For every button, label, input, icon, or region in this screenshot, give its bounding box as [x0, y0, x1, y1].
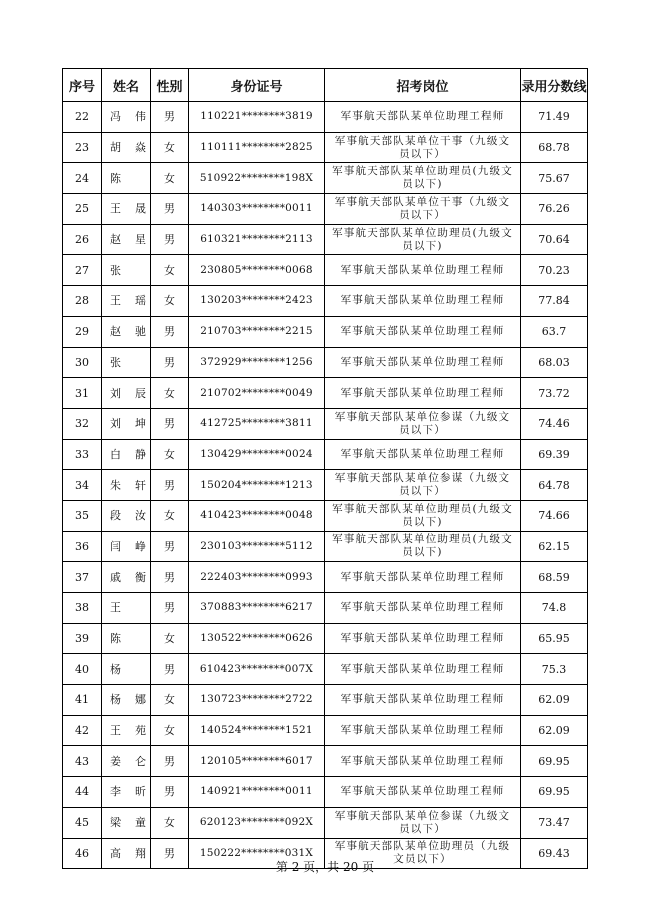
cell-name: 王晟	[102, 194, 151, 225]
cell-gender: 女	[151, 623, 189, 654]
cell-gender: 男	[151, 102, 189, 133]
cell-position: 军事航天部队某单位助理工程师	[325, 347, 521, 378]
cell-name: 赵星	[102, 224, 151, 255]
cell-score: 75.3	[521, 654, 588, 685]
cell-position: 军事航天部队某单位助理工程师	[325, 777, 521, 808]
cell-score: 62.09	[521, 685, 588, 716]
cell-score: 64.78	[521, 470, 588, 501]
table-row	[63, 102, 588, 133]
cell-gender: 男	[151, 746, 189, 777]
cell-score: 74.66	[521, 500, 588, 531]
cell-score: 71.49	[521, 102, 588, 133]
cell-score: 68.59	[521, 562, 588, 593]
cell-name: 戚衡	[102, 562, 151, 593]
cell-name: 胡焱	[102, 132, 151, 163]
table-row	[63, 408, 588, 439]
table-row	[63, 623, 588, 654]
cell-id-number: 130429********0024	[189, 439, 325, 470]
cell-serial-number: 43	[63, 746, 102, 777]
recruitment-results-table	[62, 68, 588, 869]
table-row	[63, 470, 588, 501]
cell-name: 杨娜	[102, 685, 151, 716]
cell-id-number: 130203********2423	[189, 286, 325, 317]
cell-serial-number: 36	[63, 531, 102, 562]
cell-gender: 男	[151, 593, 189, 624]
results-sheet	[62, 68, 587, 869]
cell-name: 段汝	[102, 500, 151, 531]
cell-position: 军事航天部队某单位干事（九级文员以下）	[325, 132, 521, 163]
cell-position: 军事航天部队某单位参谋（九级文员以下）	[325, 470, 521, 501]
cell-gender: 女	[151, 500, 189, 531]
cell-score: 63.7	[521, 316, 588, 347]
cell-gender: 男	[151, 654, 189, 685]
cell-serial-number: 30	[63, 347, 102, 378]
cell-score: 73.47	[521, 807, 588, 838]
cell-score: 70.23	[521, 255, 588, 286]
header-serial-number: 序号	[63, 69, 102, 102]
cell-id-number: 130522********0626	[189, 623, 325, 654]
cell-id-number: 370883********6217	[189, 593, 325, 624]
cell-id-number: 110111********2825	[189, 132, 325, 163]
cell-name: 王瑶	[102, 286, 151, 317]
header-id-number: 身份证号	[189, 69, 325, 102]
cell-name: 朱轩	[102, 470, 151, 501]
cell-id-number: 140524********1521	[189, 715, 325, 746]
cell-gender: 男	[151, 562, 189, 593]
page-footer: 第 2 页，共 20 页	[275, 860, 375, 874]
cell-position: 军事航天部队某单位助理工程师	[325, 654, 521, 685]
cell-serial-number: 31	[63, 378, 102, 409]
cell-gender: 女	[151, 255, 189, 286]
cell-name: 杨	[102, 654, 151, 685]
cell-position: 军事航天部队某单位助理工程师	[325, 316, 521, 347]
cell-id-number: 412725********3811	[189, 408, 325, 439]
cell-serial-number: 27	[63, 255, 102, 286]
cell-score: 62.09	[521, 715, 588, 746]
table-body	[63, 102, 588, 869]
header-gender: 性别	[151, 69, 189, 102]
cell-position: 军事航天部队某单位助理工程师	[325, 286, 521, 317]
cell-position: 军事航天部队某单位助理工程师	[325, 685, 521, 716]
cell-serial-number: 26	[63, 224, 102, 255]
cell-id-number: 610423********007X	[189, 654, 325, 685]
table-row	[63, 286, 588, 317]
cell-score: 70.64	[521, 224, 588, 255]
cell-position: 军事航天部队某单位助理员(九级文员以下)	[325, 163, 521, 194]
cell-id-number: 210702********0049	[189, 378, 325, 409]
cell-position: 军事航天部队某单位干事（九级文员以下）	[325, 194, 521, 225]
cell-id-number: 372929********1256	[189, 347, 325, 378]
cell-name: 闫峥	[102, 531, 151, 562]
cell-gender: 女	[151, 132, 189, 163]
cell-id-number: 230103********5112	[189, 531, 325, 562]
table-row	[63, 224, 588, 255]
cell-gender: 女	[151, 807, 189, 838]
cell-name: 陈	[102, 623, 151, 654]
table-row	[63, 439, 588, 470]
cell-name: 冯伟	[102, 102, 151, 133]
cell-position: 军事航天部队某单位助理工程师	[325, 562, 521, 593]
cell-name: 李昕	[102, 777, 151, 808]
table-row	[63, 132, 588, 163]
cell-serial-number: 23	[63, 132, 102, 163]
cell-id-number: 230805********0068	[189, 255, 325, 286]
table-row	[63, 715, 588, 746]
cell-position: 军事航天部队某单位助理员(九级文员以下)	[325, 531, 521, 562]
header-position: 招考岗位	[325, 69, 521, 102]
table-row	[63, 163, 588, 194]
cell-serial-number: 45	[63, 807, 102, 838]
cell-serial-number: 22	[63, 102, 102, 133]
cell-gender: 男	[151, 316, 189, 347]
cell-position: 军事航天部队某单位参谋（九级文员以下）	[325, 807, 521, 838]
cell-id-number: 610321********2113	[189, 224, 325, 255]
cell-position: 军事航天部队某单位助理员（九级文员以下）	[325, 838, 521, 869]
table-row	[63, 378, 588, 409]
cell-serial-number: 41	[63, 685, 102, 716]
cell-gender: 女	[151, 378, 189, 409]
cell-gender: 男	[151, 347, 189, 378]
cell-position: 军事航天部队某单位助理工程师	[325, 593, 521, 624]
cell-position: 军事航天部队某单位助理工程师	[325, 378, 521, 409]
table-row	[63, 347, 588, 378]
cell-position: 军事航天部队某单位参谋（九级文员以下）	[325, 408, 521, 439]
table-row	[63, 255, 588, 286]
cell-score: 68.03	[521, 347, 588, 378]
cell-serial-number: 38	[63, 593, 102, 624]
cell-name: 刘辰	[102, 378, 151, 409]
cell-position: 军事航天部队某单位助理工程师	[325, 623, 521, 654]
cell-serial-number: 25	[63, 194, 102, 225]
cell-name: 姜仑	[102, 746, 151, 777]
cell-score: 74.8	[521, 593, 588, 624]
cell-position: 军事航天部队某单位助理员(九级文员以下)	[325, 224, 521, 255]
cell-name: 王苑	[102, 715, 151, 746]
cell-gender: 男	[151, 470, 189, 501]
cell-id-number: 210703********2215	[189, 316, 325, 347]
cell-gender: 男	[151, 838, 189, 869]
cell-id-number: 222403********0993	[189, 562, 325, 593]
cell-name: 梁童	[102, 807, 151, 838]
cell-score: 68.78	[521, 132, 588, 163]
cell-score: 74.46	[521, 408, 588, 439]
cell-id-number: 140921********0011	[189, 777, 325, 808]
cell-serial-number: 33	[63, 439, 102, 470]
table-row	[63, 593, 588, 624]
table-row	[63, 746, 588, 777]
cell-serial-number: 46	[63, 838, 102, 869]
cell-id-number: 140303********0011	[189, 194, 325, 225]
cell-gender: 女	[151, 715, 189, 746]
cell-gender: 女	[151, 685, 189, 716]
header-score: 录用分数线	[521, 69, 588, 102]
cell-score: 75.67	[521, 163, 588, 194]
cell-id-number: 620123********092X	[189, 807, 325, 838]
table-row	[63, 531, 588, 562]
cell-serial-number: 42	[63, 715, 102, 746]
table-header-row	[63, 69, 588, 102]
cell-name: 刘坤	[102, 408, 151, 439]
cell-serial-number: 37	[63, 562, 102, 593]
cell-serial-number: 35	[63, 500, 102, 531]
cell-position: 军事航天部队某单位助理工程师	[325, 746, 521, 777]
cell-serial-number: 44	[63, 777, 102, 808]
cell-gender: 男	[151, 531, 189, 562]
cell-serial-number: 39	[63, 623, 102, 654]
cell-gender: 女	[151, 286, 189, 317]
cell-score: 76.26	[521, 194, 588, 225]
cell-serial-number: 29	[63, 316, 102, 347]
cell-score: 62.15	[521, 531, 588, 562]
cell-gender: 男	[151, 224, 189, 255]
cell-score: 69.95	[521, 777, 588, 808]
cell-gender: 男	[151, 194, 189, 225]
table-row	[63, 777, 588, 808]
table-row	[63, 654, 588, 685]
cell-serial-number: 24	[63, 163, 102, 194]
cell-name: 张	[102, 255, 151, 286]
header-name: 姓名	[102, 69, 151, 102]
cell-name: 白静	[102, 439, 151, 470]
cell-position: 军事航天部队某单位助理工程师	[325, 439, 521, 470]
cell-serial-number: 32	[63, 408, 102, 439]
cell-serial-number: 34	[63, 470, 102, 501]
cell-gender: 女	[151, 163, 189, 194]
cell-id-number: 150204********1213	[189, 470, 325, 501]
cell-name: 赵驰	[102, 316, 151, 347]
cell-position: 军事航天部队某单位助理员(九级文员以下)	[325, 500, 521, 531]
cell-name: 高翔	[102, 838, 151, 869]
cell-score: 69.39	[521, 439, 588, 470]
cell-score: 77.84	[521, 286, 588, 317]
cell-id-number: 410423********0048	[189, 500, 325, 531]
cell-name: 王	[102, 593, 151, 624]
cell-gender: 男	[151, 777, 189, 808]
cell-score: 69.43	[521, 838, 588, 869]
cell-serial-number: 28	[63, 286, 102, 317]
cell-id-number: 110221********3819	[189, 102, 325, 133]
cell-position: 军事航天部队某单位助理工程师	[325, 102, 521, 133]
table-row	[63, 500, 588, 531]
cell-gender: 男	[151, 408, 189, 439]
cell-position: 军事航天部队某单位助理工程师	[325, 255, 521, 286]
cell-id-number: 130723********2722	[189, 685, 325, 716]
cell-id-number: 150222********031X	[189, 838, 325, 869]
cell-score: 69.95	[521, 746, 588, 777]
cell-id-number: 510922********198X	[189, 163, 325, 194]
table-row	[63, 194, 588, 225]
cell-name: 陈	[102, 163, 151, 194]
cell-id-number: 120105********6017	[189, 746, 325, 777]
cell-name: 张	[102, 347, 151, 378]
cell-position: 军事航天部队某单位助理工程师	[325, 715, 521, 746]
cell-gender: 女	[151, 439, 189, 470]
cell-serial-number: 40	[63, 654, 102, 685]
table-row	[63, 316, 588, 347]
table-row	[63, 562, 588, 593]
table-row	[63, 685, 588, 716]
cell-score: 73.72	[521, 378, 588, 409]
cell-score: 65.95	[521, 623, 588, 654]
table-row	[63, 807, 588, 838]
